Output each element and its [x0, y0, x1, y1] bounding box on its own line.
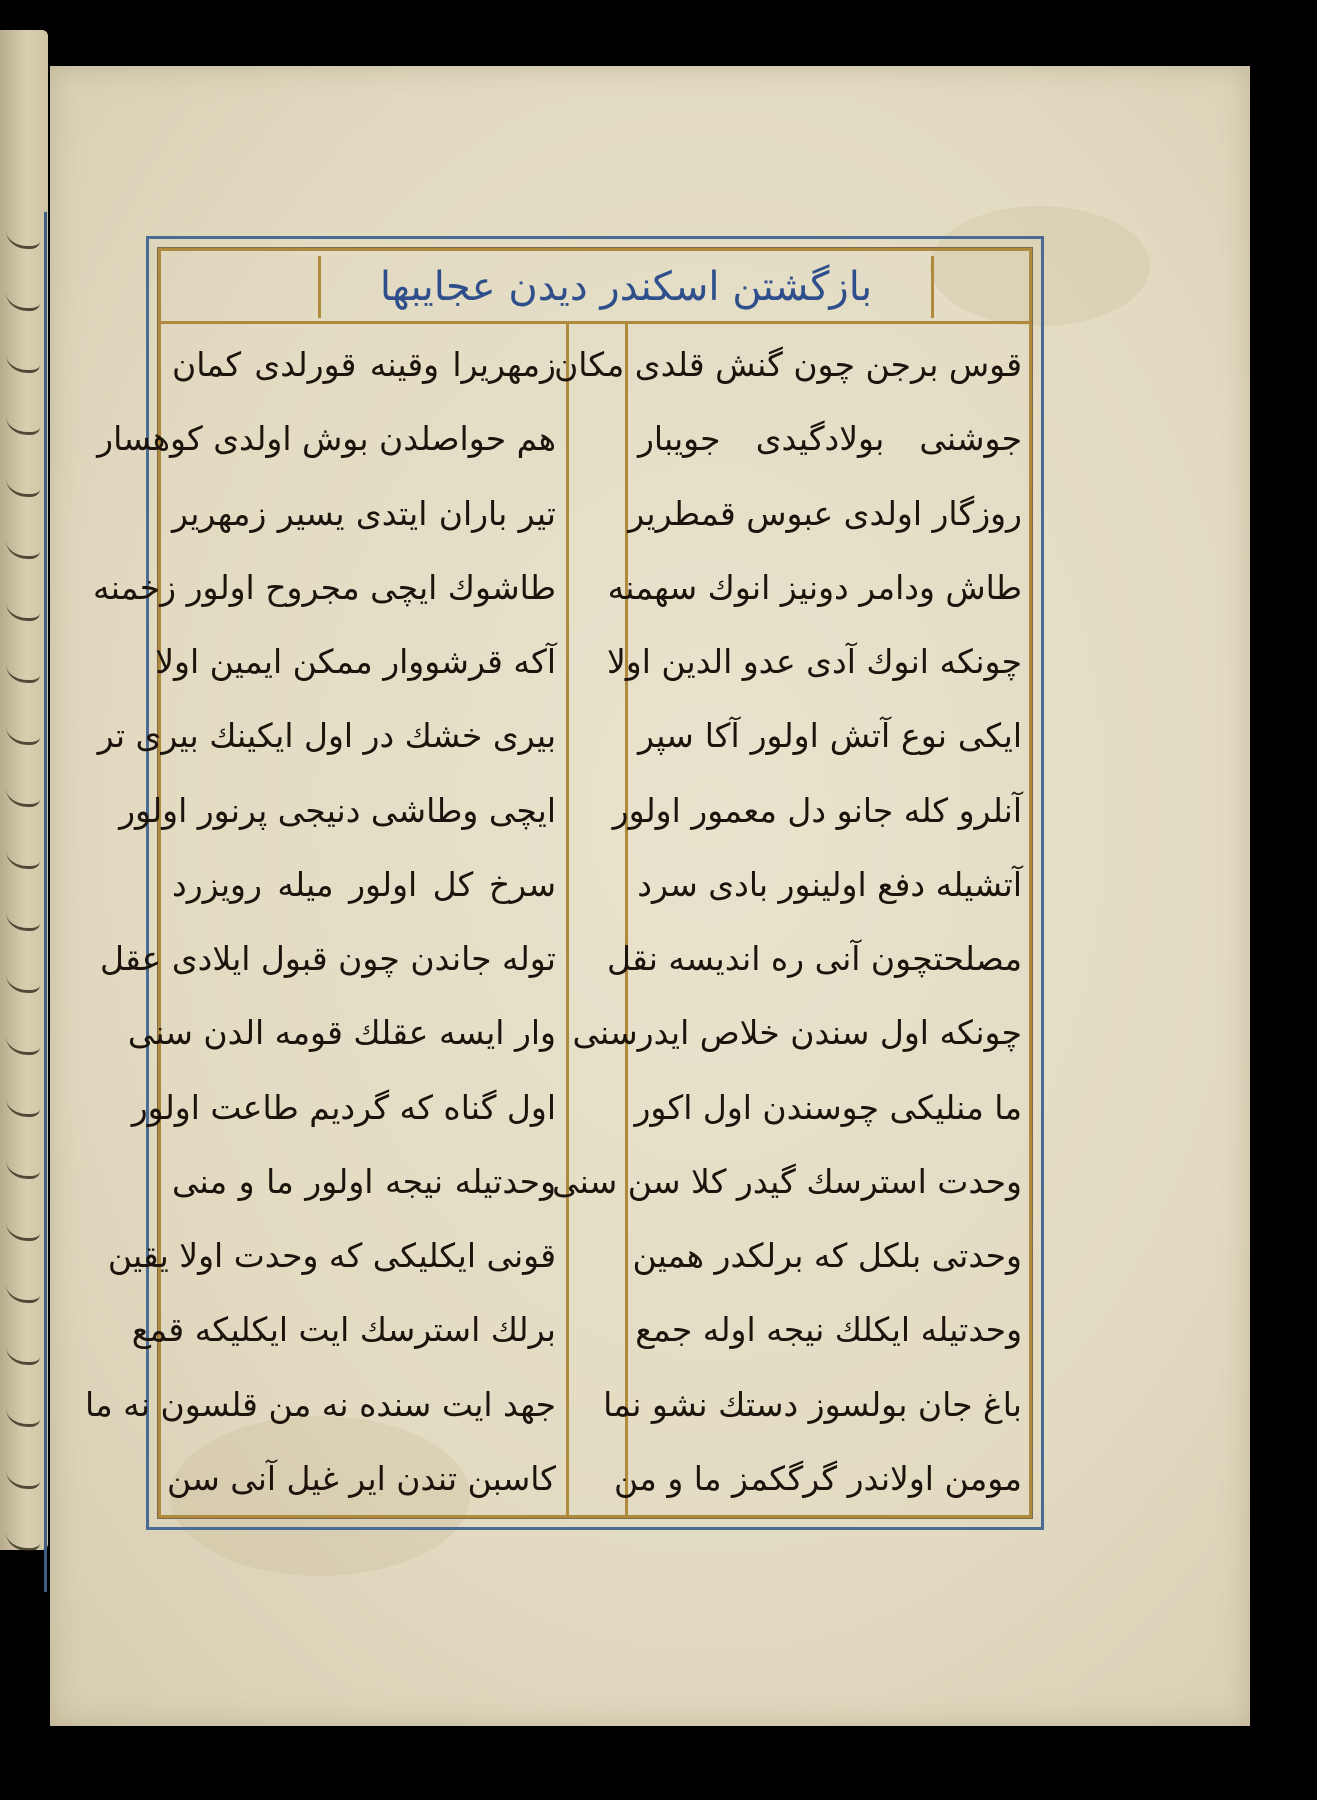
verse-line: آنلرو کله جانو دل معمور اولور [612, 790, 1022, 830]
verse-line: مصلحتچون آنی ره اندیسه نقل [607, 939, 1022, 979]
column-gutter [568, 324, 625, 1518]
verse-line: کاسبن تندن ایر غیل آنی سن [166, 1458, 556, 1498]
section-heading: بازگشتن اسکندر دیدن عجایبها [379, 264, 873, 310]
verse-line: وحدتیله ایکلك نیجه اوله جمع [635, 1310, 1022, 1350]
verse-line: سرخ کل اولور میله رویزرد [172, 864, 556, 904]
verse-line: مومن اولاندر گرگکمز ما و من [614, 1458, 1022, 1498]
verse-line: ایچی وطاشی دنیجی پرنور اولور [119, 790, 556, 830]
verse-line: چونکه انوك آدی عدو الدین اولا [606, 642, 1022, 682]
verse-line: هم حواصلدن بوش اولدی کوهسار [97, 419, 556, 459]
verse-line: ما منلیکی چوسندن اول اکور [634, 1087, 1022, 1127]
verse-line: وار ایسه عقلك قومه الدن سنی [127, 1013, 556, 1053]
verse-line: طاشوك ایچی مجروح اولور زخمنه [93, 567, 556, 607]
verse-line: وحدتی بلکل که برلکدر همین [632, 1236, 1022, 1276]
verse-line: چونکه اول سندن خلاص ایدرسنی [572, 1013, 1022, 1053]
verse-line: روزگار اولدی عبوس قمطریر [628, 493, 1022, 533]
verse-line: باغ جان بولسوز دستك نشو نما [603, 1384, 1022, 1424]
verse-column-right [552, 330, 1032, 1514]
verse-line: توله جاندن چون قبول ایلادی عقل [99, 939, 556, 979]
verse-line: ایکی نوع آتش اولور آکا سپر [638, 716, 1022, 756]
verse-line: وحدت استرسك گیدر کلا سن سنی [552, 1161, 1022, 1201]
verse-line: بیری خشك در اول ایکینك بیری تر [97, 716, 556, 756]
verse-column-left [84, 330, 566, 1514]
verse-line: وحدتیله نیجه اولور ما و منی [172, 1161, 556, 1201]
verse-line: تیر باران ایتدی یسیر زمهریر [172, 493, 556, 533]
verse-line: جوشنی بولادگیدی جویبار [638, 419, 1022, 459]
verse-line: جهد ایت سنده نه من قلسون نه ما [84, 1384, 556, 1424]
verse-line: زمهریرا وقینه قورلدی کمان [172, 345, 556, 384]
heading-cartouche [318, 256, 934, 318]
verse-line: آتشیله دفع اولینور بادی سرد [637, 864, 1022, 904]
verse-line: اول گناه که گردیم طاعت اولور [131, 1087, 556, 1127]
facing-page-edge [0, 30, 48, 1550]
verse-line: طاش ودامر دونیز انوك سهمنه [607, 567, 1022, 607]
verse-line: قونی ایکلیکی که وحدت اولا یقین [107, 1236, 556, 1276]
verse-line: برلك استرسك ایت ایکلیکه قمع [131, 1310, 556, 1350]
verse-line: آکه قرشووار ممکن ایمین اولا [155, 642, 556, 682]
verse-line: قوس برجن چون گنش قلدی مکان [554, 345, 1022, 384]
